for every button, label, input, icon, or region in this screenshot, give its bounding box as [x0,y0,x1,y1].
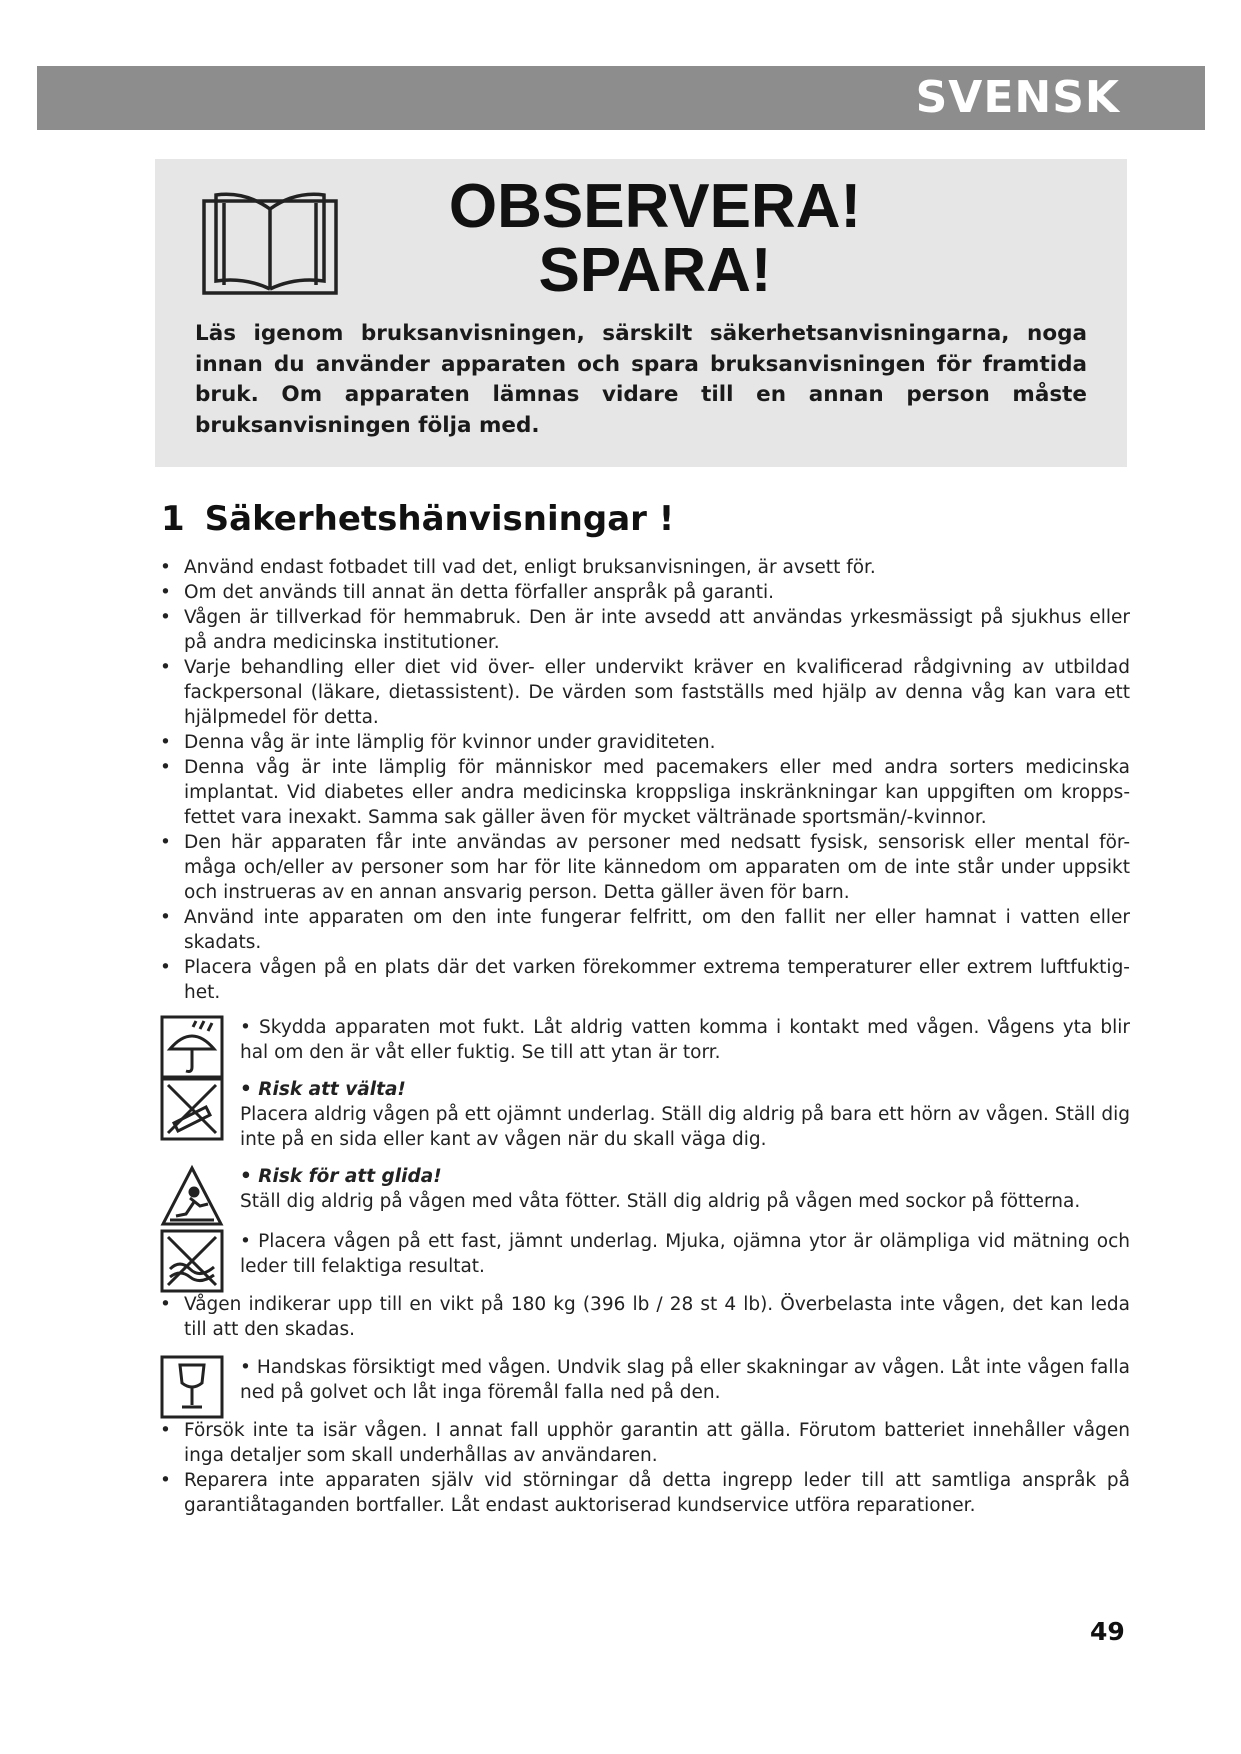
safety-list-2 [160,1418,1130,1518]
icon-item-moisture [160,1015,1130,1085]
icon-item-slip [160,1164,1130,1234]
safety-list-1 [160,555,1130,1005]
list-item: • Denna våg är inte lämplig för människor med pacemakers eller med andra sorters medicinska implantat. Vid diabetes eller andra medicinska kroppsliga inskränkningar kan uppgiften om kropps-fettet vara inexakt. Samma sak gäller även för mycket vältränade sportsmän/-kvinnor. [160,755,1130,830]
list-item: • Använd endast fotbadet till vad det, enligt bruksanvisningen, är avsett för. [160,555,1130,580]
umbrella-rain-icon [160,1015,224,1079]
icon-item-fragile [160,1355,1130,1425]
list-item: • Placera vågen på en plats där det varken förekommer extrema temperaturer eller extrem luftfuktig-het. [160,955,1130,1005]
page-number: 49 [1090,1617,1125,1646]
icon-item-tipping [160,1077,1130,1150]
section-heading [161,499,674,539]
list-item: • Använd inte apparaten om den inte fungerar felfritt, om den fallit ner eller hamnat i vatten eller skadats. [160,905,1130,955]
language-header-bar [37,66,1205,130]
icon-item-heading: • Risk för att glida! [240,1166,442,1187]
list-item: • Vågen är tillverkad för hemmabruk. Den är inte avsedd att användas yrkesmässigt på sjukhus eller på andra medicinska institutioner. [160,605,1130,655]
icon-item-text: • Skydda apparaten mot fukt. Låt aldrig vatten komma i kontakt med vågen. Vågens yta blir hal om den är våt eller fuktig. Se till att ytan är torr. [240,1017,1130,1063]
icon-item-heading: • Risk att välta! [240,1079,406,1100]
icon-item-text [240,1164,1130,1214]
section-number: 1 [161,499,185,539]
list-item: • Varje behandling eller diet vid över- eller undervikt kräver en kvalificerad rådgivning av utbildad fackpersonal (läkare, dietassistent). De värden som fastställs med hjälp av denna våg kan vara ett hjälpmedel för detta. [160,655,1130,730]
list-item: • Den här apparaten får inte användas av personer med nedsatt fysisk, sensorisk eller mental för-måga och/eller av personer som har för lite kännedom om apparaten om de inte står under uppsikt och instrueras av en annan ansvarig person. Detta gäller även för barn. [160,830,1130,905]
list-item: • Denna våg är inte lämplig för kvinnor under graviditeten. [160,730,1130,755]
list-item: • Vågen indikerar upp till en vikt på 180 kg (396 lb / 28 st 4 lb). Överbelasta inte vågen, det kan leda till att den skadas. [160,1292,1130,1342]
language-label: SVENSK [915,72,1120,123]
open-book-icon [200,185,340,297]
notice-title [385,172,925,305]
notice-title-line2: SPARA! [538,236,772,305]
notice-text: Läs igenom bruksanvisningen, särskilt säkerhetsanvisningarna, noga innan du använder apparaten och spara bruksanvisningen för framtida bruk. Om apparaten lämnas vidare till en annan person måste bruksanvisningen följa med. [195,321,1087,438]
list-item: • Om det används till annat än detta förfaller anspråk på garanti. [160,580,1130,605]
icon-item-text: • Handskas försiktigt med vågen. Undvik slag på eller skakningar av vågen. Låt inte vågen falla ned på golvet och låt inga föremål falla ned på den. [240,1357,1130,1403]
weight-limit-list [160,1292,1130,1342]
notice-box [155,159,1127,467]
icon-item-text: • Placera vågen på ett fast, jämnt underlag. Mjuka, ojämna ytor är olämpliga vid mätning och leder till felaktiga resultat. [240,1231,1130,1277]
icon-item-body: Placera aldrig vågen på ett ojämnt underlag. Ställ dig aldrig på bara ett hörn av vågen. Ställ dig inte på en sida eller kant av vågen när du skall väga dig. [240,1104,1130,1150]
fragile-glass-icon [160,1355,224,1419]
icon-item-text [240,1077,1130,1152]
no-soft-surface-icon [160,1229,224,1293]
notice-title-line1: OBSERVERA! [448,172,862,241]
icon-item-surface [160,1229,1130,1299]
list-item: • Reparera inte apparaten själv vid störningar då detta ingrepp leder till att samtliga anspråk på garantiåtaganden bortfaller. Låt endast auktoriserad kundservice utföra reparationer. [160,1468,1130,1518]
section-title: Säkerhetshänvisningar ! [204,499,675,539]
list-item: • Försök inte ta isär vågen. I annat fall upphör garantin att gälla. Förutom batteriet innehåller vågen inga detaljer som skall underhållas av användaren. [160,1418,1130,1468]
icon-item-body: Ställ dig aldrig på vågen med våta fötter. Ställ dig aldrig på vågen med sockor på fötterna. [240,1191,1081,1212]
slip-warning-icon [160,1164,224,1228]
no-tipping-icon [160,1077,224,1141]
